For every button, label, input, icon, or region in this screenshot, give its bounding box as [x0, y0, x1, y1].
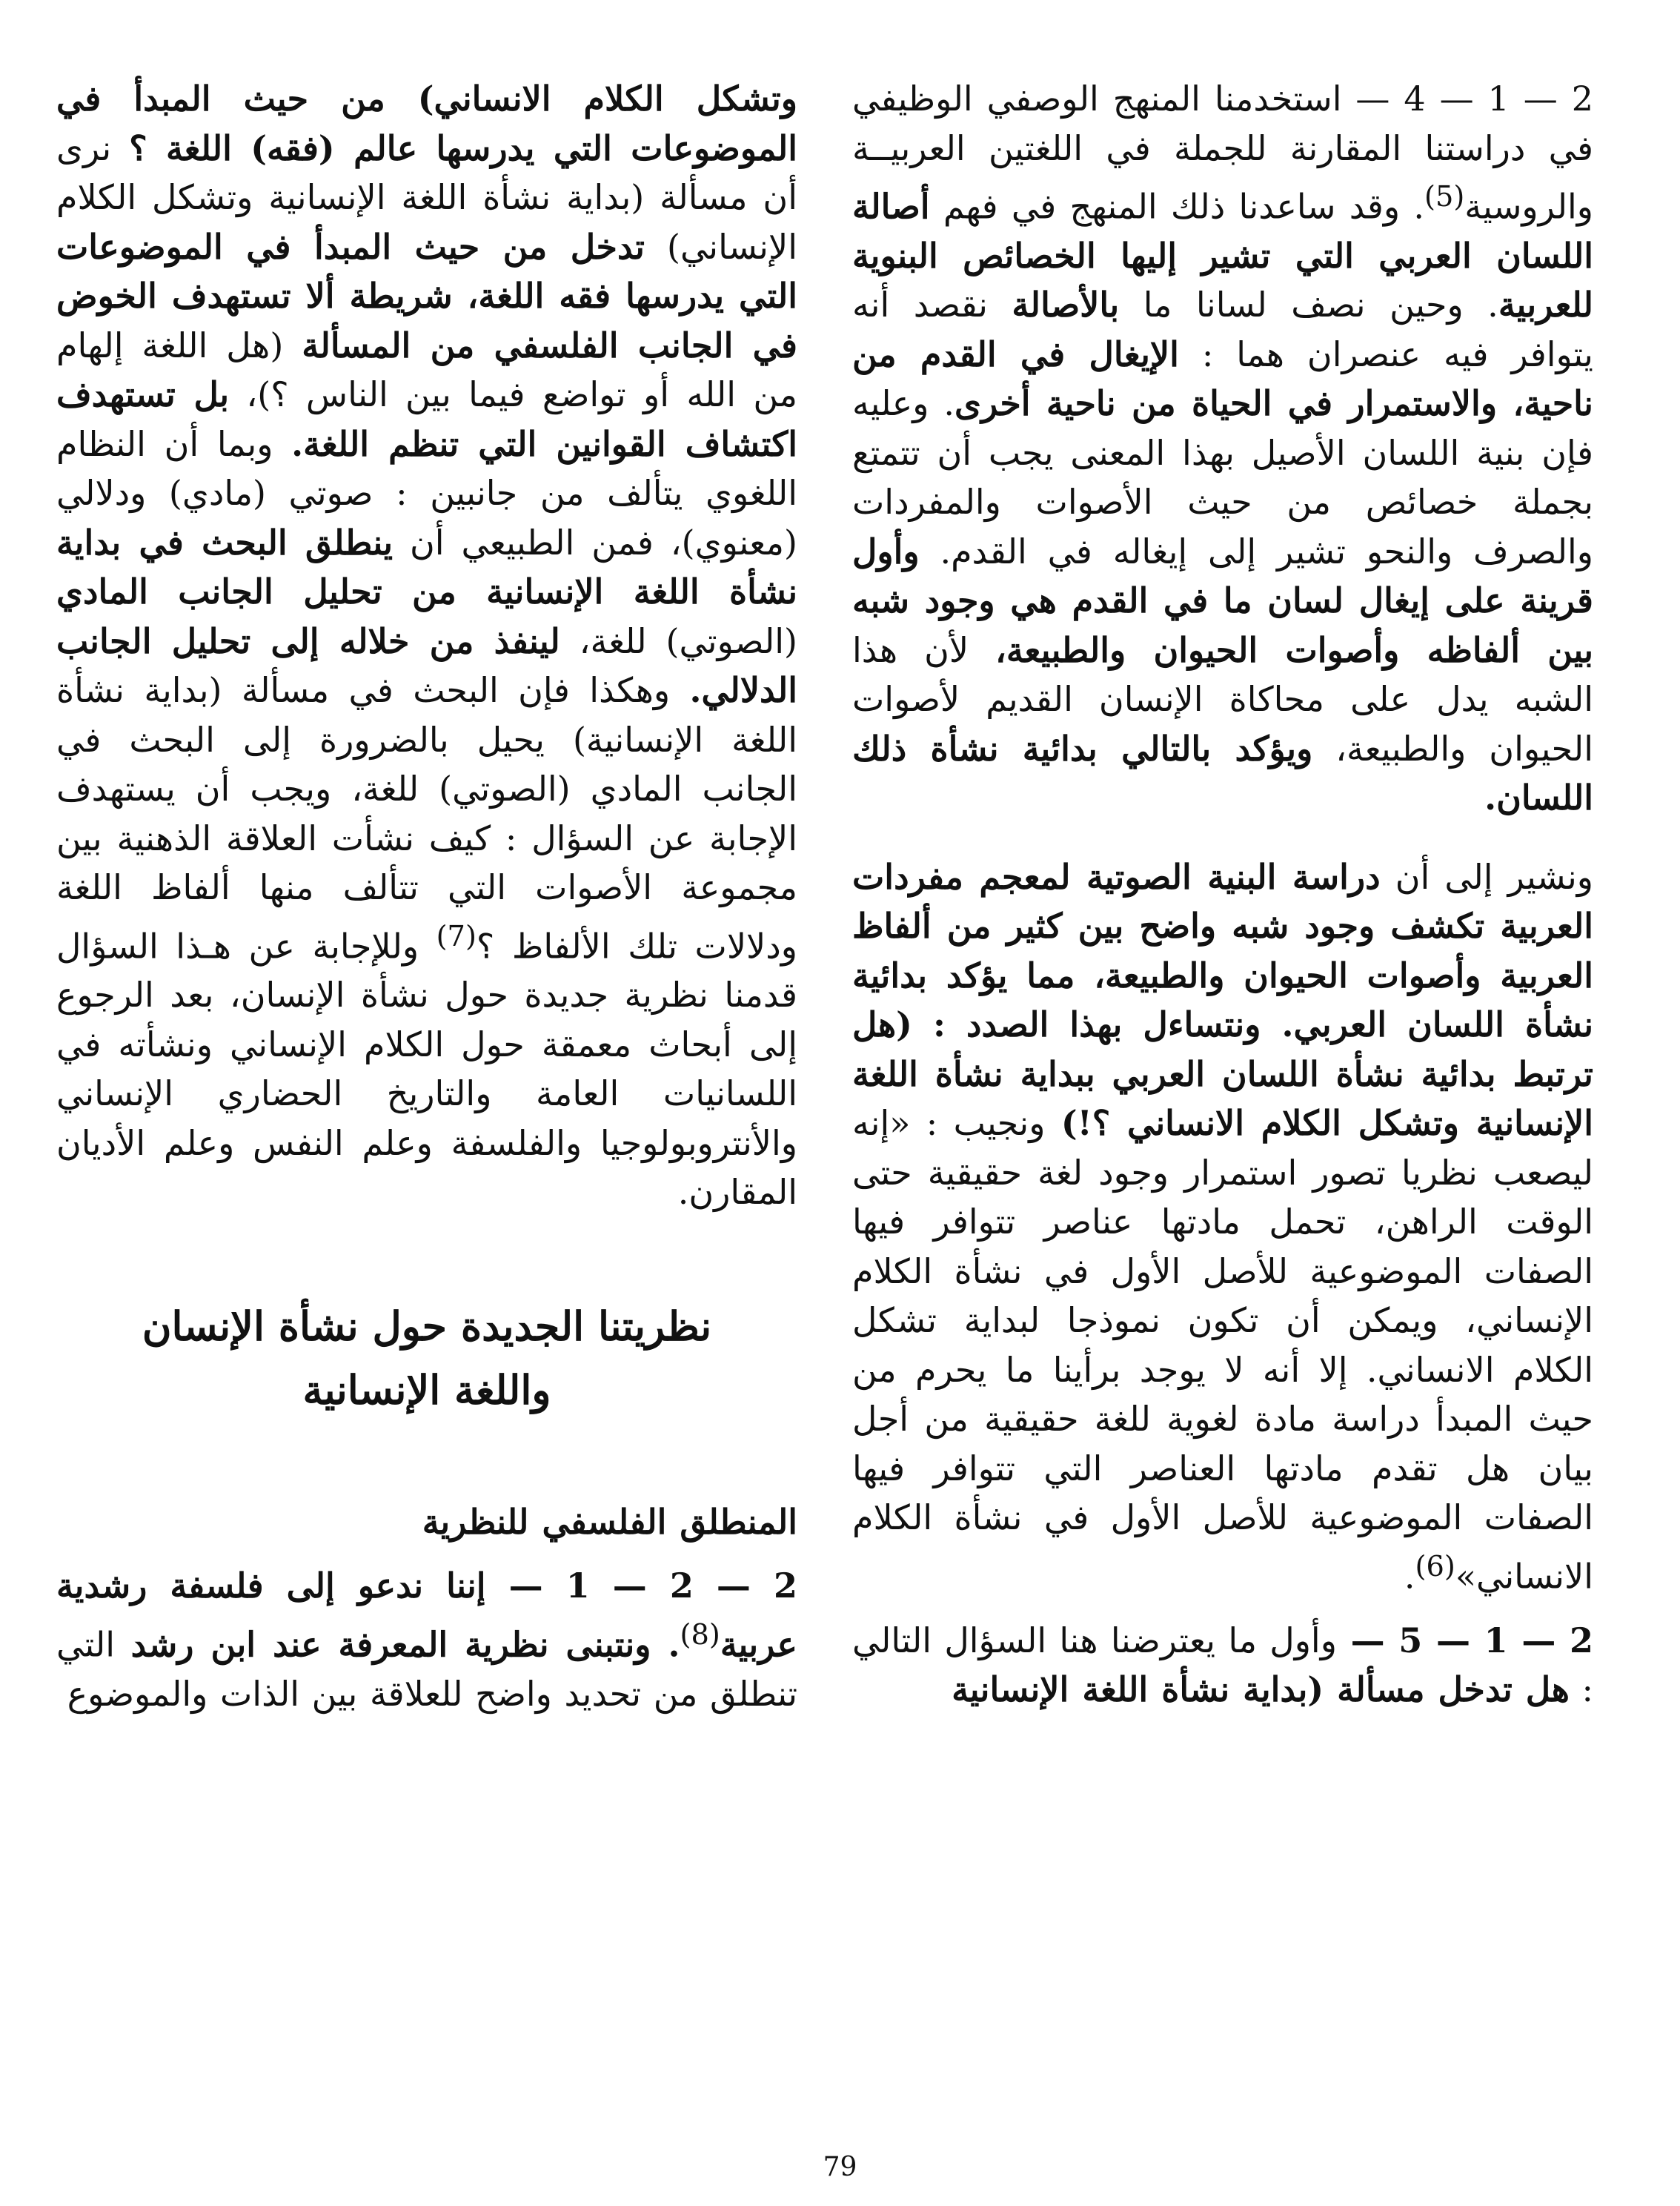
left-column — [56, 74, 797, 1718]
right-column — [852, 74, 1593, 1715]
paragraph-phonetic-structure: ونشير إلى أن دراسة البنية الصوتية لمعجم مفردات العربية تكشف وجود شبه واضح بين كثير من ألفاظ العربية وأصوات الحيوان والطبيعة، مما يؤكد بدائية نشأة اللسان العربي. ونتساءل بهذا الصدد : (هل ترتبط بدائية نشأة اللسان العربي ببداية نشأة اللغة الإنسانية وتشكل الكلام الانساني ؟!) ونجيب : «إنه ليصعب نظريا تصور استمرار وجود لغة حقيقية حتى الوقت الراهن، تحمل مادتها عناصر تتوافر فيها الصفات الموضوعية للأصل الأول في نشأة الكلام الإنساني، ويمكن أن تكون نموذجا لبداية تشكل الكلام الانساني. إلا أنه لا يوجد برأينا ما يحرم من حيث المبدأ دراسة مادة لغوية للغة حقيقية من أجل بيان هل تقدم مادتها العناصر التي تتوافر فيها الصفات الموضوعية للأصل الأول في نشأة الكلام الانساني»$^{(6)}$. — [852, 856, 1594, 1597]
footnote-ref-5: (5) — [1424, 180, 1465, 213]
page-number: 79 — [823, 2152, 857, 2182]
paragraph-2-2-1: 2 — 2 — 1 — إننا ندعو إلى فلسفة رشدية عربية$^{(8)}$. ونتبنى نظرية المعرفة عند ابن رشد التي تنطلق من تحديد واضح للعلاقة بين الذات والموضوع — [56, 1566, 797, 1714]
footnote-ref-8: (8) — [680, 1617, 720, 1652]
footnote-ref-6: (6) — [1415, 1549, 1455, 1583]
footnote-ref-7: (7) — [436, 919, 477, 953]
paragraph-2-1-4: 2 — 1 — 4 — استخدمنا المنهج الوصفي الوظيفي في دراستنا المقارنة للجملة في اللغتين العربيــة والروسية$^{(5)}$. وقد ساعدنا ذلك المنهج في فهم أصالة اللسان العربي التي تشير إليها الخصائص البنوية للعربية. وحين نصف لسانا ما بالأصالة نقصد أنه يتوافر فيه عنصران هما : الإيغال في القدم من ناحية، والاستمرار في الحياة من ناحية أخرى. وعليه فإن بنية اللسان الأصيل بهذا المعنى يجب أن تتمتع بجملة خصائص من حيث الأصوات والمفردات والصرف والنحو تشير إلى إيغاله في القدم. وأول قرينة على إيغال لسان ما في القدم هي وجود شبه بين ألفاظه وأصوات الحيوان والطبيعة، لأن هذا الشبه يدل على محاكاة الإنسان القديم لأصوات الحيوان والطبيعة، ويؤكد بالتالي بدائية نشأة ذلك اللسان. — [852, 79, 1594, 818]
paragraph-philology-scope: وتشكل الكلام الانساني) من حيث المبدأ في الموضوعات التي يدرسها عالم (فقه) اللغة ؟ نرى أن مسألة (بداية نشأة اللغة الإنسانية وتشكل الكلام الإنساني) تدخل من حيث المبدأ في الموضوعات التي يدرسها فقه اللغة، شريطة ألا تستهدف الخوض في الجانب الفلسفي من المسألة (هل اللغة إلهام من الله أو تواضع فيما بين الناس ؟)، بل تستهدف اكتشاف القوانين التي تنظم اللغة. وبما أن النظام اللغوي يتألف من جانبين : صوتي (مادي) ودلالي (معنوي)، فمن الطبيعي أن ينطلق البحث في بداية نشأة اللغة الإنسانية من تحليل الجانب المادي (الصوتي) للغة، لينفذ من خلاله إلى تحليل الجانب الدلالي. وهكذا فإن البحث في مسألة (بداية نشأة اللغة الإنسانية) يحيل بالضرورة إلى البحث في الجانب المادي (الصوتي) للغة، ويجب أن يستهدف الإجابة عن السؤال : كيف نشأت العلاقة الذهنية بين مجموعة الأصوات التي تتألف منها ألفاظ اللغة ودلالات تلك الألفاظ ؟$^{(7)}$ وللإجابة عن هـذا السؤال قدمنا نظرية جديدة حول نشأة الإنسان، بعد الرجوع إلى أبحاث معمقة حول الكلام الإنساني ونشأته في اللسانيات العامة والتاريخ الحضاري الإنساني والأنتروبولوجيا والفلسفة وعلم النفس وعلم الأديان المقارن. — [56, 79, 798, 1213]
subsection-heading: المنطلق الفلسفي للنظرية — [422, 1501, 797, 1542]
section-heading: نظريتنا الجديدة حول نشأة الإنسان واللغة الإنسانية — [142, 1302, 712, 1414]
paragraph-2-1-5: 2 — 1 — 5 — وأول ما يعترضنا هنا السؤال التالي : هل تدخل مسألة (بداية نشأة اللغة الإنسانية — [852, 1620, 1594, 1710]
